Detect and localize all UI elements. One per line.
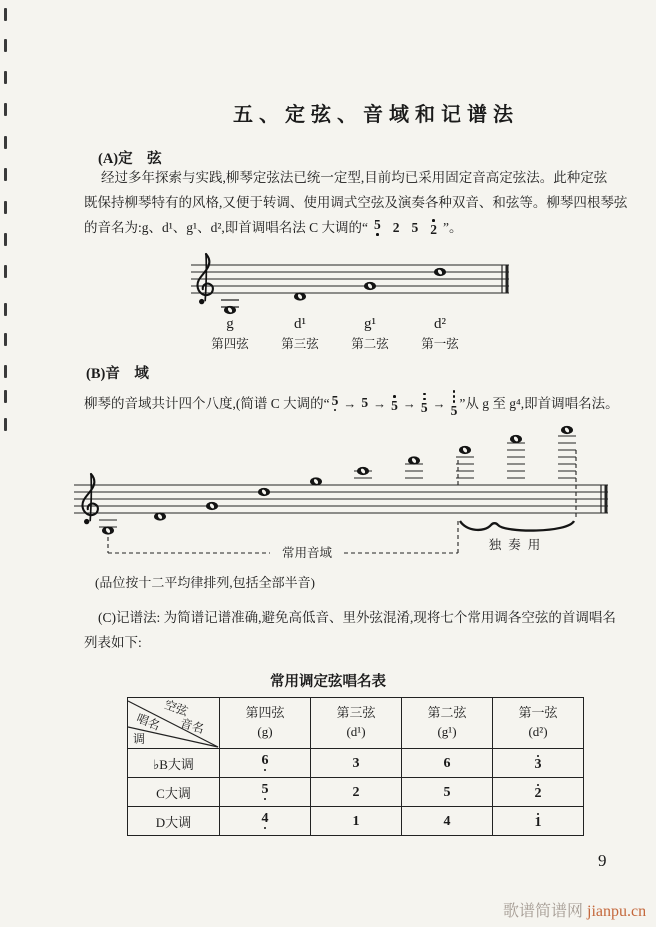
jianpu-note: 5 xyxy=(421,391,428,414)
staff-range xyxy=(60,425,616,567)
row-key: ♭B大调 xyxy=(128,749,220,778)
arrow-glyph: → xyxy=(432,395,446,411)
jianpu-cell: 1 xyxy=(352,814,360,829)
jianpu-cell: 4 xyxy=(443,814,451,829)
col-name: 第三弦 xyxy=(336,705,376,721)
col-header-string1 xyxy=(493,698,584,749)
section-a-line3 xyxy=(84,215,463,240)
jianpu-cell: 4 xyxy=(262,812,269,831)
range-text-suffix: ”从 g 至 g⁴,即首调唱名法。 xyxy=(459,395,619,411)
row-key: C大调 xyxy=(128,778,220,807)
common-range-label: 常用音域 xyxy=(281,546,333,560)
binding-mark xyxy=(4,365,7,378)
page-title: 五、定弦、音域和记谱法 xyxy=(233,104,519,126)
jianpu-cell: 2 xyxy=(535,783,542,802)
jianpu-cell: 3 xyxy=(535,754,542,773)
watermark xyxy=(503,898,646,921)
section-a-heading: (A)定 弦 xyxy=(98,151,162,167)
jianpu-cell: 6 xyxy=(443,756,451,771)
staff1-string-label: 第一弦 xyxy=(421,337,459,351)
section-c-line2: 列表如下: xyxy=(84,635,142,650)
jianpu-note: 2 xyxy=(430,218,437,236)
col-header-string3 xyxy=(311,698,402,749)
corner-key: 调 xyxy=(133,732,146,746)
table-row xyxy=(128,778,584,807)
table-title: 常用调定弦唱名表 xyxy=(270,674,386,690)
tuning-table xyxy=(127,697,584,836)
section-a-line1: 经过多年探索与实践,柳琴定弦法已统一定型,目前均已采用固定音高定弦法。此种定弦 xyxy=(101,170,608,185)
line3-prefix: 的音名为:g、d¹、g¹、d²,即首调唱名法 C 大调的“ xyxy=(84,220,369,235)
binding-mark xyxy=(4,39,7,52)
jianpu-cell: 1 xyxy=(535,812,542,831)
col-header-string4 xyxy=(220,698,311,749)
binding-mark xyxy=(4,418,7,431)
col-pitch: (g) xyxy=(257,724,273,739)
arrow-glyph: → xyxy=(373,395,387,411)
binding-mark xyxy=(4,390,7,403)
col-name: 第二弦 xyxy=(427,705,467,721)
binding-mark xyxy=(4,303,7,316)
jianpu-note: 5 xyxy=(361,395,369,411)
watermark-site-cn: 歌谱简谱网 xyxy=(503,903,584,920)
jianpu-note: 2 xyxy=(392,219,400,235)
table-corner-cell xyxy=(128,698,220,749)
corner-solfege: 唱名 xyxy=(134,711,163,734)
staff1-string-label: 第四弦 xyxy=(211,337,249,351)
watermark-site-en: jianpu.cn xyxy=(587,903,647,920)
binding-mark xyxy=(4,71,7,84)
corner-pitch-name: 音名 xyxy=(178,715,206,737)
col-pitch: (d¹) xyxy=(346,724,366,739)
jianpu-cell: 6 xyxy=(262,754,269,773)
col-name: 第一弦 xyxy=(518,705,558,721)
range-text-prefix: 柳琴的音域共计四个八度,(简谱 C 大调的“ xyxy=(84,395,330,411)
binding-mark xyxy=(4,136,7,149)
jianpu-cell: 2 xyxy=(352,785,360,800)
section-b-line xyxy=(84,389,619,417)
jianpu-cell: 5 xyxy=(262,783,269,802)
binding-mark xyxy=(4,265,7,278)
binding-mark xyxy=(4,8,7,21)
staff1-note-name: g xyxy=(226,316,234,332)
row-key: D大调 xyxy=(128,807,220,836)
binding-mark xyxy=(4,103,7,116)
staff-open-strings xyxy=(185,252,517,358)
staff1-note-name: g¹ xyxy=(364,316,376,332)
col-name: 第四弦 xyxy=(245,705,285,721)
solo-range-brace xyxy=(460,521,574,531)
jianpu-cell: 3 xyxy=(352,756,360,771)
col-pitch: (g¹) xyxy=(437,724,457,739)
col-header-string2 xyxy=(402,698,493,749)
fret-note: (品位按十二平均律排列,包括全部半音) xyxy=(95,575,315,590)
section-c-line1: (C)记谱法: 为简谱记谱准确,避免高低音、里外弦混淆,现将七个常用调各空弦的首调唱名 xyxy=(98,610,616,625)
staff1-string-label: 第三弦 xyxy=(281,337,319,351)
arrow-glyph: → xyxy=(343,395,357,411)
table-row xyxy=(128,749,584,778)
section-a-line2: 既保持柳琴特有的风格,又便于转调、使用调式空弦及演奏各种双音、和弦等。柳琴四根琴弦 xyxy=(84,195,628,210)
solo-use-label: 独奏用 xyxy=(488,538,548,552)
arrow-glyph: → xyxy=(402,395,416,411)
corner-open-string: 空弦 xyxy=(162,697,190,719)
binding-mark xyxy=(4,201,7,214)
staff1-string-label: 第二弦 xyxy=(351,337,389,351)
page-number: 9 xyxy=(598,851,607,870)
jianpu-note: 5 xyxy=(332,394,339,412)
binding-mark xyxy=(4,233,7,246)
jianpu-note: 5 xyxy=(411,219,419,235)
binding-mark xyxy=(4,333,7,346)
staff1-note-name: d¹ xyxy=(294,316,306,332)
jianpu-note: 5 xyxy=(374,218,381,236)
section-b-heading: (B)音 域 xyxy=(86,366,149,382)
col-pitch: (d²) xyxy=(528,724,548,739)
jianpu-cell: 5 xyxy=(443,785,451,800)
line3-suffix: ”。 xyxy=(443,220,463,235)
table-row xyxy=(128,807,584,836)
jianpu-note: 5 xyxy=(451,389,458,417)
staff1-note-name: d² xyxy=(434,316,446,332)
binding-mark xyxy=(4,168,7,181)
jianpu-note: 5 xyxy=(391,394,398,412)
